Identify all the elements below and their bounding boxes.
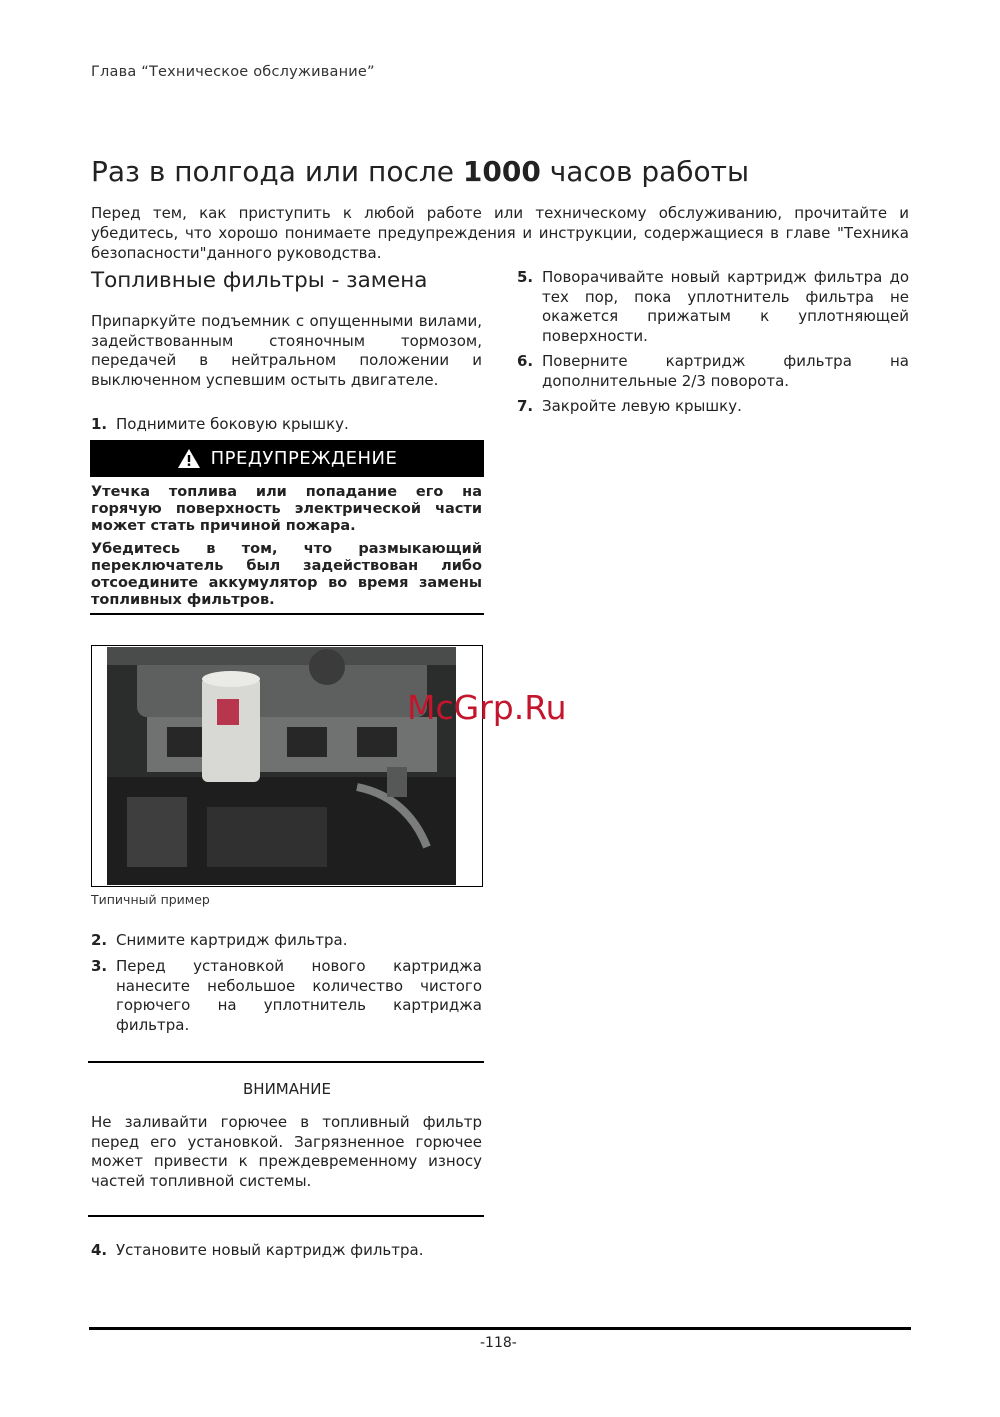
watermark: McGrp.Ru <box>407 688 567 727</box>
notice-label: ВНИМАНИЕ <box>243 1080 331 1098</box>
photo-caption: Типичный пример <box>91 892 210 907</box>
step-6: 6. Поверните картридж фильтра на дополнительные 2/3 поворота. <box>517 352 909 390</box>
intro-paragraph: Перед тем, как приступить к любой работе или техническому обслуживанию, прочитайте и убедитесь, что хорошо понимаете предупреждения и инструкции, содержащиеся в главе "Техника безопасности"данного руководства. <box>91 204 909 262</box>
warning-text <box>91 484 482 615</box>
section-title: Топливные фильтры - замена <box>91 268 428 293</box>
warning-paragraph-1: Утечка топлива или попадание его на горячую поверхность электрической части может стать причиной пожара. <box>91 484 482 534</box>
engine-photo <box>107 647 456 885</box>
notice-bottom-rule <box>88 1215 484 1217</box>
warning-label: ПРЕДУПРЕЖДЕНИЕ <box>210 448 398 469</box>
step-7: 7. Закройте левую крышку. <box>517 397 742 415</box>
warning-divider <box>90 613 484 615</box>
page-title: Раз в полгода или после 1000 часов работы <box>91 155 750 188</box>
warning-banner <box>90 440 484 477</box>
step-1: 1. Поднимите боковую крышку. <box>91 415 349 433</box>
notice-top-rule <box>88 1061 484 1063</box>
warning-paragraph-2: Убедитесь в том, что размыкающий переключатель был задействован либо отсоедините аккумулятор во время замены топливных фильтров. <box>91 541 482 608</box>
page-number: -118- <box>480 1335 517 1351</box>
footer-rule <box>89 1327 911 1330</box>
step-4: 4. Установите новый картридж фильтра. <box>91 1241 424 1259</box>
warning-triangle-icon <box>177 448 201 469</box>
step-5: 5. Поворачивайте новый картридж фильтра до тех пор, пока уплотнитель фильтра не окажется прижатым к уплотняющей поверхности. <box>517 268 909 345</box>
chapter-header: Глава “Техническое обслуживание” <box>91 64 375 80</box>
notice-text: Не заливайти горючее в топливный фильтр перед его установкой. Загрязненное горючее может привести к преждевременному износу частей топливной системы. <box>91 1113 482 1190</box>
park-paragraph: Припаркуйте подъемник с опущенными вилами, задействованным стояночным тормозом, передачей в нейтральном положении и выключенном успевшим остыть двигателе. <box>91 312 482 389</box>
step-3: 3. Перед установкой нового картриджа нанесите небольшое количество чистого горючего на уплотнитель картриджа фильтра. <box>91 957 482 1034</box>
step-2: 2. Снимите картридж фильтра. <box>91 931 348 949</box>
